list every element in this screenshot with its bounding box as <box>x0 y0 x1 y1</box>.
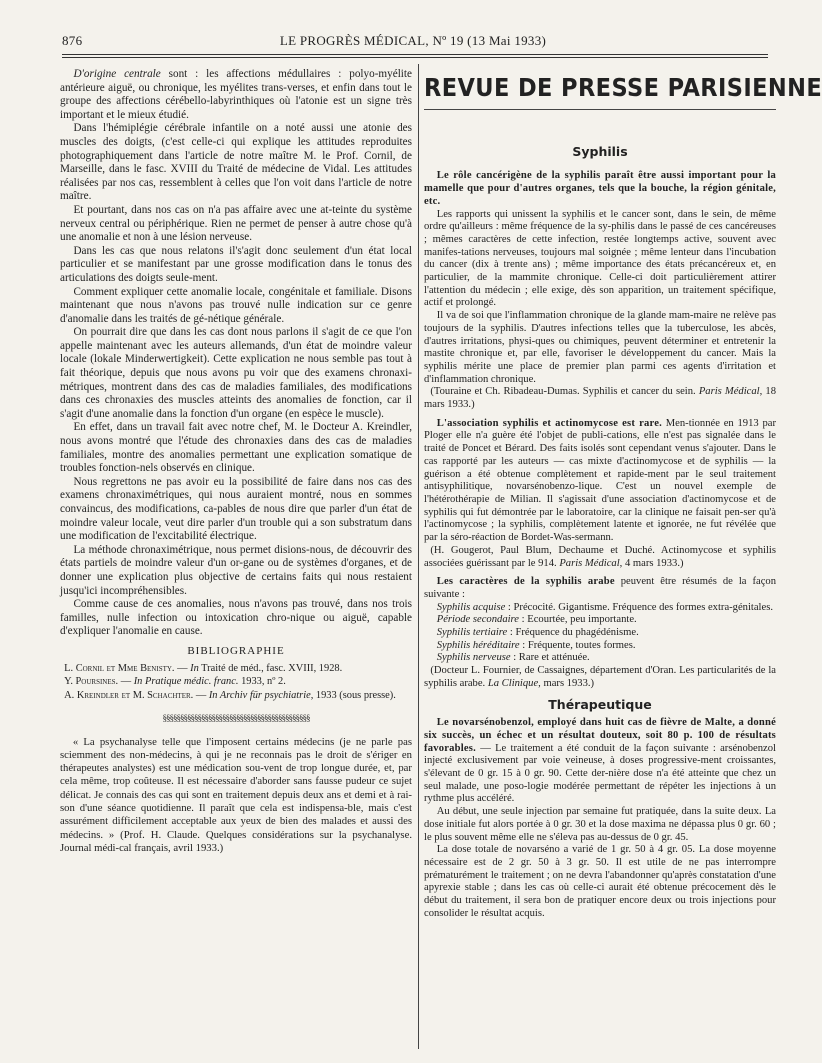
bib-in: In <box>190 662 199 674</box>
item-label: Syphilis tertiaire <box>436 627 508 639</box>
ref-journal: La Clinique, <box>487 677 541 689</box>
ref-journal: Paris Médical, <box>698 386 763 398</box>
list-item <box>424 652 776 665</box>
bibliography-entry <box>60 690 412 703</box>
list-item <box>424 614 776 627</box>
paragraph: Nous regrettons ne pas avoir eu la possibilité de faire dans nos cas des examens chronaximétriques, qui nous auraient montré, nous en sommes convaincus, des modifications, ca-pables de nous dire que parler d'un état de moindre valeur locale, veut dire parler d'un trouble qui a son substratum dans une modification de l'excitabilité électrique. <box>60 475 412 543</box>
ref-text: (Docteur L. Fournier, de Cassaignes, département d'Oran. Les particularités de la syphilis arabe. <box>424 665 776 689</box>
article-lead <box>424 717 776 806</box>
header-rule-2 <box>62 57 768 58</box>
list-item <box>424 640 776 653</box>
paragraph: Dans l'hémiplégie cérébrale infantile on a noté aussi une atonie des muscles des doigts, (c'est celle-ci qui explique les attitudes reproduites photographiquement dans l'article de notre maître M. le Prof. Cornil, de Marseille, dans le fasc. XVIII du Traité de médecine de Vidal. Les attitudes réalisées par nos cas, ressemblent à celles que l'on voit dans l'article de notre maître. <box>60 122 412 203</box>
article-text: — Le traitement a été conduit de la façon suivante : arsénobenzol injecté exclusivement par voie veineuse, à doses progressive-ment croissantes, s'élevant de 0 gr. 15 à 0 gr. 90. Cette der-nière dose n'a été atteinte que chez un seul malade, une poso-logie modérée permettant de répéter les injections à un rythme plus accéléré. <box>424 742 776 805</box>
ref-date: mars 1933.) <box>540 677 595 689</box>
bib-source: Traité de méd., fasc. XVIII, 1928. <box>198 662 343 674</box>
paragraph: La dose totale de novarséno a varié de 1 gr. 50 à 4 gr. 05. La dose moyenne nécessaire est de 2 gr. 50 à 3 gr. 50. Il est utile de ne pas interrompre prématurément le traitement ; on ne devra l'abandonner qu'après constatation d'une apyrexie stable ; dans les cas où celle-ci aurait été obtenue précocement dès le début du traitement, il sera bon de pratiquer encore deux ou trois injections pour consolider le résultat acquis. <box>424 844 776 919</box>
bib-source: 1933 (sous presse). <box>313 690 396 702</box>
running-title: LE PROGRÈS MÉDICAL, Nº 19 (13 Mai 1933) <box>279 33 547 48</box>
article-text: peuvent être résumés de la façon suivante : <box>424 576 776 600</box>
article-reference <box>424 545 776 570</box>
bib-dash: — <box>193 690 209 702</box>
paragraph: Et pourtant, dans nos cas on n'a pas affaire avec une at-teinte du système nerveux central ou périphérique. Rien ne permet de penser à autre chose qu'à une anomalie et non à une lésion nerveuse. <box>60 203 412 244</box>
section-title-syphilis: Syphilis <box>572 143 628 159</box>
paragraph <box>60 68 412 122</box>
column-divider <box>418 64 419 1049</box>
article-lead <box>424 576 776 601</box>
bib-dash: — <box>118 676 134 688</box>
article-lead <box>424 418 776 545</box>
paragraph-lead: D'origine centrale <box>73 68 161 80</box>
paragraph: La méthode chronaximétrique, nous permet disions-nous, de découvrir des états partiels de moindre valeur d'un or-gane ou de systèmes d'organes, et de donner une explication plus objective de certains faits qui nous restaient jusqu'ici incompréhensibles. <box>60 543 412 597</box>
bib-author: L. Cornil et Mme Benisty. <box>64 662 175 674</box>
article-headline: Le novarsénobenzol, employé dans huit cas de fièvre de Malte, a donné six succès, un échec et un résultat douteux, soit 80 p. 100 de résultats favorables. <box>424 717 776 754</box>
ref-date: 4 mars 1933.) <box>622 557 684 569</box>
item-text: : Précocité. Gigantisme. Fréquence des formes extra-génitales. <box>505 601 773 613</box>
quote-paragraph: « La psychanalyse telle que l'imposent certains médecins (je ne parle pas sciemment des non-médecins, à qui je ne reconnais pas le droit de s'ériger en thérapeutes analystes) est une médication sou-vent de trop longue durée, et, par cela même, trop coûteuse. Il est nécessaire d'aborder sans fausse pudeur ce sujet délicat. Je connais des cas qui sont en traitement depuis deux ans et demi et à rai-son d'une séance quotidienne. Il paraît que cela est indispensa-ble, mais c'est assurément difficilement acceptable aux yeux de bien des malades et aussi des médecins. » (Prof. H. Claude. Quelques considérations sur la psychanalyse. Journal médi-cal français, avril 1933.) <box>60 735 412 854</box>
item-text: : Fréquente, toutes formes. <box>519 639 636 651</box>
item-label: Syphilis héréditaire <box>436 639 520 651</box>
article-headline: Les caractères de la syphilis arabe <box>436 576 615 588</box>
ref-date: 18 mars 1933.) <box>424 386 776 411</box>
page-number: 876 <box>62 33 83 48</box>
item-label: Période secondaire <box>436 614 519 626</box>
item-label: Syphilis acquise <box>436 601 506 613</box>
item-text: : Rare et atténuée. <box>510 652 590 664</box>
ref-text: (Touraine et Ch. Ribadeau-Dumas. Syphilis et cancer du sein. <box>430 386 699 398</box>
section-title-therapeutique: Thérapeutique <box>548 696 652 712</box>
ref-text: (H. Gougerot, Paul Blum, Dechaume et Duché. Actinomycose et syphilis associées guérissant par le 914. <box>424 544 776 569</box>
article-reference <box>424 386 776 411</box>
ornament-divider: §§§§§§§§§§§§§§§§§§§§§§§§§§§§§§§§§§§§§§§§§§ <box>162 712 310 723</box>
bibliography-entry <box>60 676 412 689</box>
section-masthead: REVUE DE PRESSE PARISIENNE <box>424 73 822 103</box>
paragraph: On pourrait dire que dans les cas dont nous parlons il s'agit de ce que l'on appelle maintenant avec les auteurs allemands, d'un état de moindre valeur locale (lokale Minderwertigkeit). Cette explication ne nous semble pas tout à fait théorique, depuis que nous avons pu voir que des examens chronaxi-métriques, montrent dans des cas de maladies familiales, des modifications dans ces chronaxies des muscles atteints des anomalies de fonction, car il s'agit d'une anomalie dans la fonction d'un organe (en espèce le muscle). <box>60 326 412 420</box>
article-headline: Le rôle cancérigène de la syphilis paraît être aussi important pour la mamelle que pour d'autres organes, tels que la bouche, la région génitale, etc. <box>424 170 776 207</box>
list-item <box>424 627 776 640</box>
paragraph: Les rapports qui unissent la syphilis et le cancer sont, dans le sein, de même ordre qu'ailleurs : même fréquence de la sy-philis dans le passé de ces cancéreuses ; mêmes caractères de cette infection, restée longtemps active, souvent avec manifes-tations nerveuses, toujours mal soignée ; même lenteur dans l'incubation du cancer (dix à trente ans) ; même importance des états précancéreux et, en particulier, de la mammite chronique. Celle-ci doit particulièrement attirer l'attention du médecin ; elle exige, dès son apparition, un traitement spécifique, actif et prolongé. <box>424 208 776 309</box>
bib-dash: — <box>174 662 191 674</box>
paragraph: Au début, une seule injection par semaine fut pratiquée, dans la suite deux. La dose initiale fut alors portée à 0 gr. 30 et la dose maxima ne dépassa plus 0 gr. 60 ; le plus souvent même elle ne s'éleva pas au-dessus de 0 gr. 45. <box>424 806 776 843</box>
bib-author: A. Kreindler et M. Schachter. <box>64 690 194 702</box>
item-text: : Ecourtée, peu importante. <box>519 614 637 626</box>
bibliography-entry <box>60 663 412 676</box>
item-text: : Fréquence du phagédénisme. <box>507 627 639 639</box>
paragraph-text: sont : les affections médullaires : polyo-myélite antérieure aiguë, ou chronique, les myélites trans-verses, et enfin dans tout le groupe des affections cérébello-labyrinthiques où l'atonie est un signe très important et le mieux étudié. <box>60 68 412 121</box>
article-text: Men-tionnée en 1913 par Ploger elle n'a guère été l'objet de publi-cations, elle n'est pas signalée dans le traité de Poncet et Bérard. Des faits isolés sont cependant venus s'ajouter. Dans le cas rapporté par les auteurs — cas mixte d'actinomycose et de syphilis — la guérison a été obtenue complètement et rapide-ment par le seul traitement antisyphilitique, novarsénobenzo-lique. C'est un nouvel exemple de l'hétérothérapie de Milian. Il s'agissait d'une association d'actinomycose et de syphilis qui fut démontrée par le laboratoire, car la clinique ne faisait pen-ser qu'à l'actinomycose ; la syphilis, complètement latente et ignorée, ne fut révélée que par la séro-réaction de Bordet-Was-sermann. <box>424 417 777 544</box>
article-lead <box>424 170 776 208</box>
bibliography-heading: BIBLIOGRAPHIE <box>187 644 285 657</box>
paragraph: Il va de soi que l'inflammation chronique de la glande mam-maire ne relève pas toujours de la syphilis. D'autres infections telles que la tuberculose, les abcès, d'autres irritations, physi-ques ou chimiques, peuvent déterminer et entretenir la mastite chronique et, par elle, favoriser le développement du cancer. Mais la syphilis mérite une place de premier plan parmi ces agents d'irritation et d'inflammation chronique. <box>424 310 776 385</box>
ref-journal: Paris Médical, <box>559 557 623 569</box>
paragraph: Comment expliquer cette anomalie locale, congénitale et familiale. Disons maintenant que nous n'avons pas trouvé nulle indication sur ce genre d'anomalie dans les traités de gé-nétique générale. <box>60 285 412 325</box>
paragraph: Comme cause de ces anomalies, nous n'avons pas trouvé, dans nos trois familles, nulle infection ou intoxication chro-nique ou aiguë, capable d'expliquer l'anomalie en cause. <box>60 598 412 638</box>
list-item <box>424 602 776 615</box>
page-header <box>62 33 764 51</box>
masthead-rule <box>424 109 776 110</box>
right-column <box>424 68 822 1048</box>
article-reference <box>424 665 776 690</box>
left-column <box>60 68 412 1048</box>
bib-in: In Pratique médic. franc. <box>133 676 239 688</box>
bib-in: In Archiv für psychiatrie, <box>208 690 314 702</box>
item-label: Syphilis nerveuse <box>436 652 511 664</box>
header-rule <box>62 54 768 55</box>
bib-author: Y. Poursines. <box>64 676 119 688</box>
paragraph: En effet, dans un travail fait avec notre chef, M. le Docteur A. Kreindler, nous avons montré que l'étude des chronaxies dans des cas de maladies familiales, montre des anomalies permettant une explication somatique de troubles fonction-nels observés en clinique. <box>60 421 412 475</box>
paragraph: Dans les cas que nous relatons il's'agit donc seulement d'un état local particulier et se manifestant par une grosse modification dans le tonus des articulations des doigts seule-ment. <box>60 244 412 284</box>
article-headline: L'association syphilis et actinomycose est rare. <box>436 417 662 429</box>
bib-source: 1933, nº 2. <box>238 676 286 688</box>
